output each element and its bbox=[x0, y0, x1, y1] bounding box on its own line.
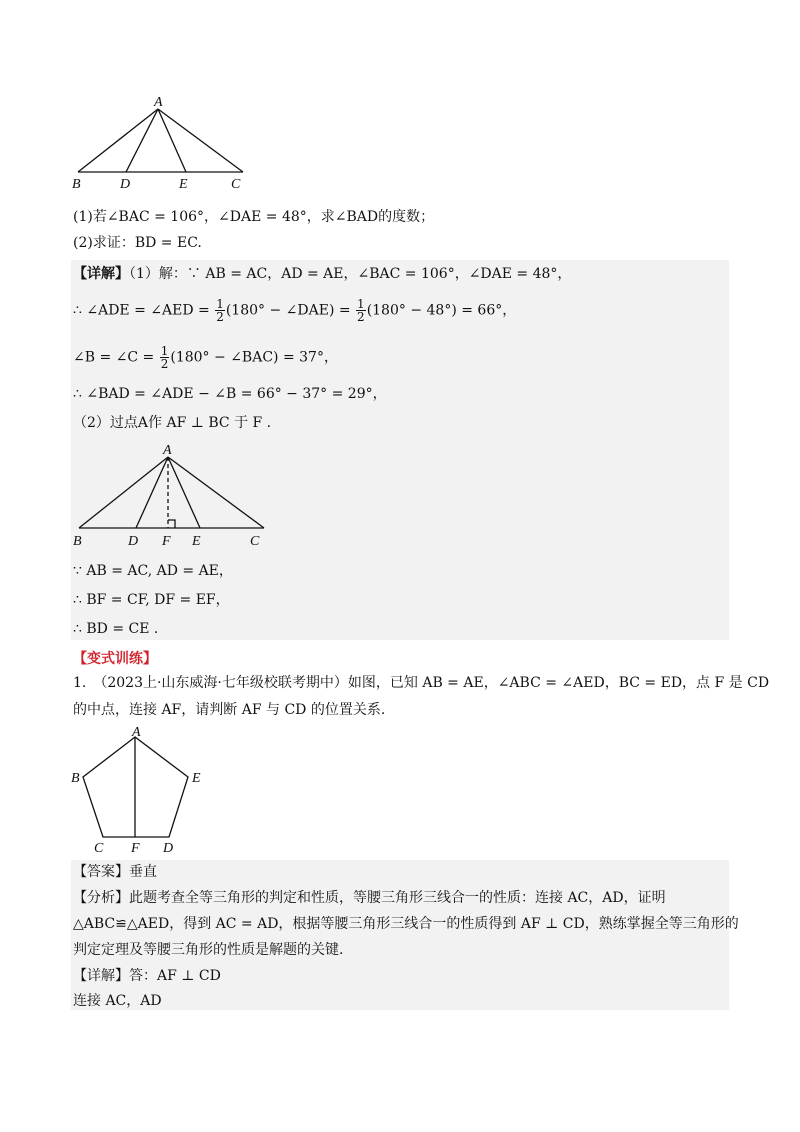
proof-line-1: ∵ AB = AC, AD = AE， bbox=[73, 563, 233, 579]
solution-line-3 bbox=[73, 345, 338, 370]
detail-line-1 bbox=[73, 966, 221, 986]
fraction-half bbox=[356, 298, 366, 323]
line2-b: (180° − ∠DAE) = bbox=[225, 302, 351, 319]
fraction-half bbox=[215, 298, 225, 323]
pentagon-figure bbox=[65, 723, 215, 858]
line3-b: (180° − ∠BAC) = 37°， bbox=[170, 349, 338, 366]
question-2: (2)求证：BD = EC. bbox=[73, 235, 202, 251]
part1-lead-text: （1）解：∵ AB = AC，AD = AE，∠BAC = 106°，∠DAE = 48°， bbox=[129, 266, 572, 282]
label-b: B bbox=[72, 177, 81, 192]
answer-label: 【答案】 bbox=[73, 864, 129, 880]
fraction-half bbox=[160, 345, 170, 370]
analysis-text-1: 此题考查全等三角形的判定和性质，等腰三角形三线合一的性质：连接 AC，AD，证明 bbox=[129, 890, 666, 906]
proof-line-3: ∴ BD = CE . bbox=[73, 621, 159, 637]
variant-problem-line-2: 的中点，连接 AF，请判断 AF 与 CD 的位置关系. bbox=[73, 702, 386, 718]
label-b: B bbox=[73, 534, 82, 549]
solution-line-2 bbox=[73, 298, 516, 323]
triangle-figure-1 bbox=[65, 92, 255, 194]
line3-a: ∠B = ∠C = bbox=[73, 349, 155, 366]
detail-text-1: 答：AF ⊥ CD bbox=[129, 968, 221, 984]
half-den: 2 bbox=[216, 310, 224, 324]
analysis-line-2: △ABC≌△AED，得到 AC = AD，根据等腰三角形三线合一的性质得到 AF ⊥ CD，熟练掌握全等三角形的 bbox=[73, 916, 739, 932]
variant-problem-line-1: 1. （2023上·山东威海·七年级校联考期中）如图，已知 AB = AE，∠ABC = ∠AED，BC = ED，点 F 是 CD bbox=[73, 675, 770, 691]
half-num: 1 bbox=[160, 344, 169, 358]
half-den: 2 bbox=[357, 310, 365, 324]
label-f: F bbox=[162, 534, 171, 549]
label-e: E bbox=[192, 771, 201, 786]
label-a: A bbox=[154, 95, 163, 110]
solution-heading: 【详解】 bbox=[73, 266, 129, 282]
label-c: C bbox=[250, 534, 260, 549]
answer-text: 垂直 bbox=[129, 864, 157, 880]
half-num: 1 bbox=[357, 297, 365, 311]
analysis-line-1 bbox=[73, 888, 666, 908]
label-e: E bbox=[192, 534, 201, 549]
variant-heading: 【变式训练】 bbox=[73, 651, 157, 667]
detail-line-2: 连接 AC，AD bbox=[73, 993, 162, 1009]
label-c: C bbox=[94, 841, 104, 856]
solution-line-4: ∴ ∠BAD = ∠ADE − ∠B = 66° − 37° = 29°， bbox=[73, 386, 387, 402]
solution-part2-lead: （2）过点A作 AF ⊥ BC 于 F . bbox=[73, 415, 272, 431]
answer-block bbox=[71, 860, 729, 1010]
detail-label: 【详解】 bbox=[73, 968, 129, 984]
label-d: D bbox=[120, 177, 131, 192]
label-d: D bbox=[128, 534, 139, 549]
line2-a: ∴ ∠ADE = ∠AED = bbox=[73, 302, 210, 319]
proof-line-2: ∴ BF = CF, DF = EF， bbox=[73, 592, 230, 608]
solution-part1-lead bbox=[73, 264, 571, 284]
label-b: B bbox=[71, 771, 80, 786]
analysis-label: 【分析】 bbox=[73, 890, 129, 906]
label-a: A bbox=[163, 443, 172, 458]
label-f: F bbox=[131, 841, 140, 856]
half-den: 2 bbox=[160, 357, 169, 371]
triangle-figure-2 bbox=[65, 440, 280, 552]
answer-line bbox=[73, 862, 157, 882]
half-num: 1 bbox=[216, 297, 224, 311]
label-e: E bbox=[179, 177, 188, 192]
label-d: D bbox=[163, 841, 174, 856]
analysis-line-3: 判定定理及等腰三角形的性质是解题的关键. bbox=[73, 942, 344, 958]
label-a: A bbox=[132, 725, 141, 740]
question-1: (1)若∠BAC = 106°，∠DAE = 48°，求∠BAD的度数； bbox=[73, 209, 435, 225]
label-c: C bbox=[231, 177, 241, 192]
line2-c: (180° − 48°) = 66°， bbox=[366, 302, 517, 319]
